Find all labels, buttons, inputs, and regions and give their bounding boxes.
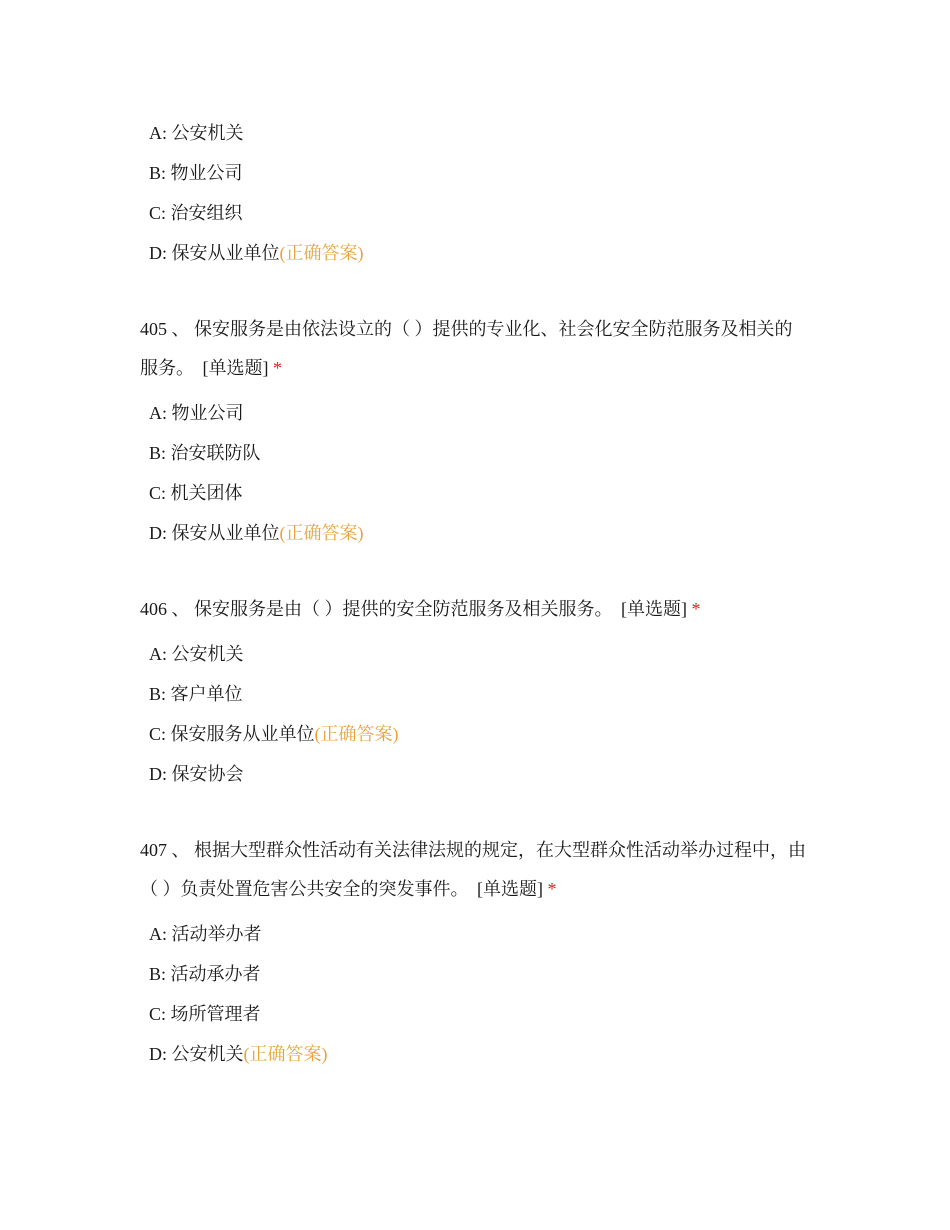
- option-d: [149, 1042, 328, 1066]
- option-letter: C:: [149, 724, 167, 744]
- option-text: 机关团体: [170, 483, 243, 503]
- option-c: [149, 481, 243, 505]
- option-d: [149, 521, 364, 545]
- option-a: [149, 121, 244, 145]
- option-text: 公安机关: [171, 1044, 244, 1064]
- question-type: [单选题]: [621, 599, 687, 619]
- option-a: [149, 401, 244, 425]
- option-text: 场所管理者: [170, 1004, 261, 1024]
- option-a: [149, 922, 262, 946]
- option-letter: A:: [149, 123, 167, 143]
- option-text: 公安机关: [171, 644, 244, 664]
- option-c: [149, 722, 399, 746]
- option-letter: D:: [149, 1044, 167, 1064]
- option-d: [149, 241, 364, 265]
- question-separator: 、: [171, 840, 190, 860]
- question-number: 407: [140, 840, 167, 860]
- option-text: 客户单位: [170, 684, 243, 704]
- option-d: [149, 762, 244, 786]
- correct-answer-label: (正确答案): [279, 523, 364, 543]
- option-letter: B:: [149, 443, 167, 463]
- option-c: [149, 201, 243, 225]
- option-letter: C:: [149, 483, 167, 503]
- option-letter: D:: [149, 243, 167, 263]
- option-text: 保安服务从业单位: [170, 724, 315, 744]
- option-letter: A:: [149, 403, 167, 423]
- option-text: 活动承办者: [170, 964, 261, 984]
- option-letter: D:: [149, 523, 167, 543]
- required-marker: *: [273, 358, 282, 378]
- option-b: [149, 682, 243, 706]
- option-b: [149, 962, 261, 986]
- question-number: 405: [140, 319, 167, 339]
- option-text: 公安机关: [171, 123, 244, 143]
- option-text: 保安从业单位: [171, 523, 280, 543]
- option-letter: B:: [149, 684, 167, 704]
- question-405: [140, 310, 810, 388]
- question-406: [140, 590, 810, 629]
- option-text: 治安组织: [170, 203, 243, 223]
- option-text: 物业公司: [171, 403, 244, 423]
- question-text: 根据大型群众性活动有关法律法规的规定，在大型群众性活动举办过程中，由（ ）负责处置危害公共安全的突发事件。: [140, 840, 806, 899]
- option-text: 保安协会: [171, 764, 244, 784]
- question-type: [单选题]: [477, 879, 543, 899]
- question-separator: 、: [171, 599, 190, 619]
- option-b: [149, 161, 243, 185]
- question-text: 保安服务是由依法设立的（ ）提供的专业化、社会化安全防范服务及相关的服务。: [140, 319, 793, 378]
- option-text: 保安从业单位: [171, 243, 280, 263]
- correct-answer-label: (正确答案): [314, 724, 399, 744]
- option-text: 治安联防队: [170, 443, 261, 463]
- question-separator: 、: [171, 319, 190, 339]
- required-marker: *: [691, 599, 701, 619]
- option-letter: A:: [149, 644, 167, 664]
- correct-answer-label: (正确答案): [243, 1044, 328, 1064]
- option-a: [149, 642, 244, 666]
- option-text: 物业公司: [170, 163, 243, 183]
- option-letter: B:: [149, 964, 167, 984]
- option-letter: C:: [149, 203, 167, 223]
- option-b: [149, 441, 261, 465]
- option-letter: A:: [149, 924, 167, 944]
- option-letter: B:: [149, 163, 167, 183]
- option-letter: C:: [149, 1004, 167, 1024]
- option-text: 活动举办者: [171, 924, 262, 944]
- correct-answer-label: (正确答案): [279, 243, 364, 263]
- question-407: [140, 831, 810, 909]
- required-marker: *: [547, 879, 557, 899]
- question-number: 406: [140, 599, 167, 619]
- question-text: 保安服务是由（ ）提供的安全防范服务及相关服务。: [194, 599, 613, 619]
- question-type: [单选题]: [202, 358, 269, 378]
- option-letter: D:: [149, 764, 167, 784]
- option-c: [149, 1002, 261, 1026]
